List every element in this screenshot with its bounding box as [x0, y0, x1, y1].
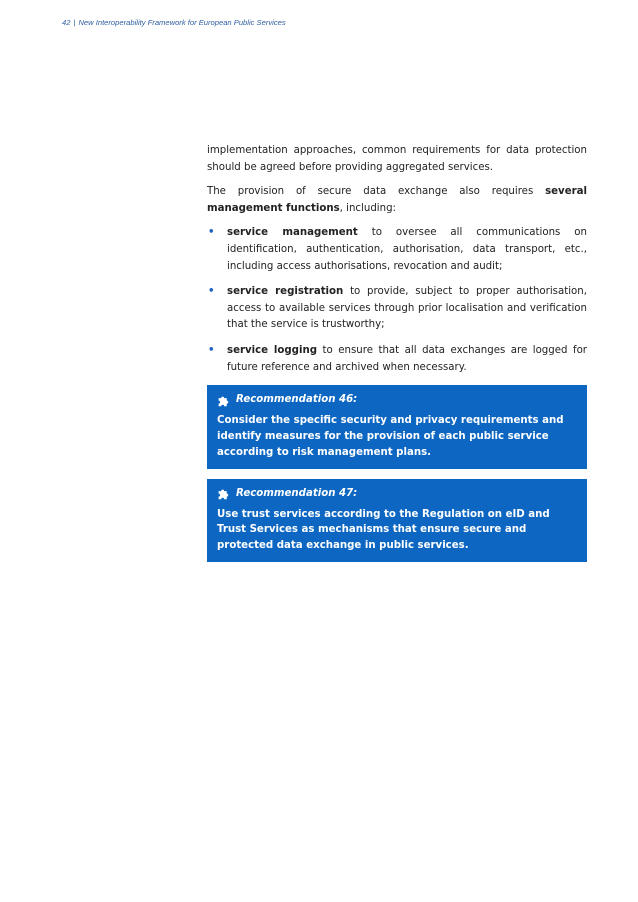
recommendation-47-title	[217, 486, 577, 502]
management-paragraph	[207, 184, 587, 217]
recommendation-47-text: Use trust services according to the Regulation on eID and Trust Services as mechanisms that ensure secure and protected data exchange in public services.	[217, 508, 550, 552]
bullet-term: service registration	[227, 286, 344, 298]
bullet-text: to oversee all communications on identification, authentication, authorisation, data transport, etc., including access authorisations, revocation and audit;	[227, 227, 587, 272]
management-paragraph-bold: several management functions	[207, 186, 587, 214]
recommendation-46-box	[207, 385, 587, 468]
recommendation-46-text: Consider the specific security and privacy requirements and identify measures for the provision of each public service according to risk management plans.	[217, 415, 564, 458]
bullet-text: to ensure that all data exchanges are logged for future reference and archived when necessary.	[227, 344, 587, 373]
management-functions-list	[207, 225, 587, 376]
recommendation-46-label: Recommendation 46:	[236, 394, 358, 406]
list-item-service-logging	[207, 343, 587, 376]
puzzle-piece-icon	[217, 394, 230, 407]
management-paragraph-suffix: , including:	[339, 202, 396, 214]
management-paragraph-prefix: The provision of secure data exchange also requires	[207, 186, 546, 198]
page-number: 42	[62, 18, 71, 27]
list-item-service-management	[207, 225, 587, 275]
recommendation-47-label: Recommendation 47:	[236, 487, 358, 499]
header-separator: |	[73, 18, 76, 27]
bullet-icon: •	[208, 344, 215, 356]
running-header	[62, 18, 286, 27]
puzzle-piece-icon	[217, 487, 230, 500]
list-item-service-registration	[207, 284, 587, 334]
intro-paragraph: implementation approaches, common requirements for data protection should be agreed before providing aggregated services.	[207, 145, 587, 173]
recommendation-47-box	[207, 479, 587, 562]
bullet-icon: •	[208, 286, 215, 298]
bullet-icon: •	[208, 227, 215, 239]
bullet-term: service logging	[227, 344, 318, 356]
recommendation-46-title	[217, 392, 577, 408]
document-title: New Interoperability Framework for European Public Services	[78, 18, 286, 27]
bullet-term: service management	[227, 227, 358, 239]
bullet-text: to provide, subject to proper authorisation, access to available services through prior localisation and verification that the service is trustworthy;	[227, 286, 587, 331]
main-content	[207, 143, 587, 562]
